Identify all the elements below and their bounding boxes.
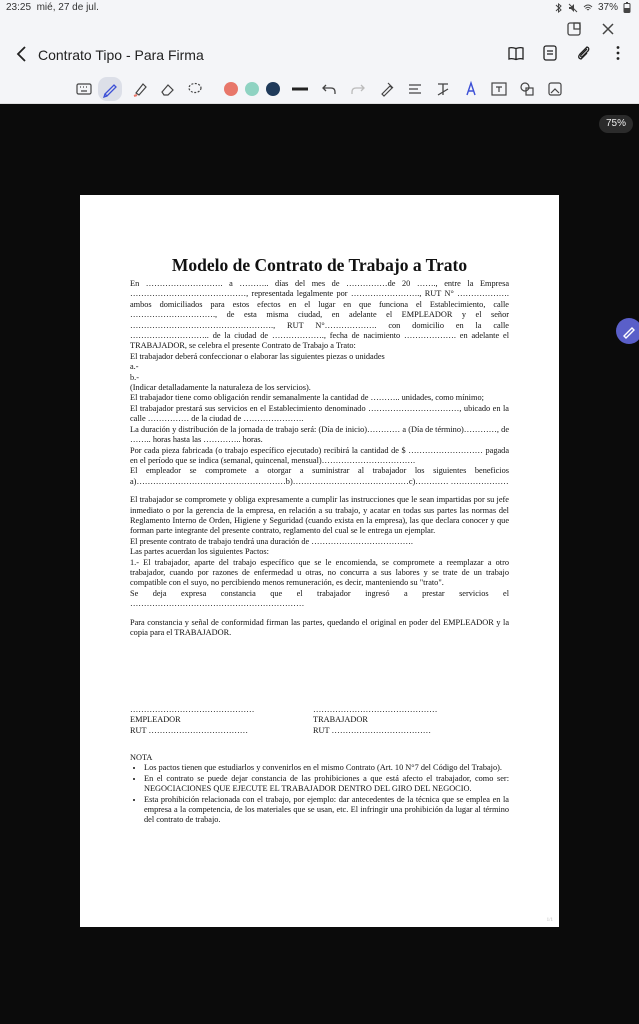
nota-section: [130, 753, 509, 826]
close-window-icon[interactable]: [599, 20, 617, 38]
status-date: mié, 27 de jul.: [36, 2, 99, 13]
stroke-width-icon[interactable]: [291, 80, 309, 98]
page-number: 1/1: [546, 918, 553, 923]
pen-icon: [616, 318, 639, 344]
list-item: • En el contrato se puede dejar constancia de las prohibiciones a que está afecto el trabajador, como ser: NEGOCIACIONES QUE EJECUTE EL TRABAJADOR DENTRO DEL GIRO DEL NEGOCIO.: [144, 774, 509, 795]
paragraph: b.-: [130, 372, 139, 382]
back-arrow-icon[interactable]: [12, 44, 32, 64]
paragraph: Por cada pieza fabricada (o trabajo específico ejecutado) recibirá la cantidad de $ ……………………… pagada en el período que se indica (semanal, quincenal, mensual)…………………………….: [130, 445, 509, 465]
paragraph: (Indicar detalladamente la naturaleza de los servicios).: [130, 383, 311, 393]
status-time-date: [6, 2, 99, 13]
paragraph: En ………………………. a ……….. días del mes de ……………de 20 ……., entre la Empresa ……………………………………, representada legalmente por ……………………., RUT N° ………………. ambos domiciliados para estos efectos en el lugar en que funciona el Establecimiento, calle …………………………., de esta misma ciudad, en adelante el EMPLEADOR y el señor ……………………………………………., RUT N°………………. con domicilio en la calle ……………………….. de la ciudad de ………………., fecha de nacimiento ………………. en adelante el TRABAJADOR, se celebra el presente Contrato de Trabajo a Trato:: [130, 279, 509, 351]
paragraph: El trabajador tiene como obligación rendir semanalmente la cantidad de ……….. unidades, como mínimo;: [130, 393, 484, 403]
document-page[interactable]: [80, 195, 559, 927]
signature-line: ………………………………………: [313, 705, 438, 714]
color-navy-swatch[interactable]: [266, 82, 280, 96]
worker-rut: RUT ………………………………: [313, 725, 432, 735]
handwriting-icon[interactable]: [462, 80, 480, 98]
document-title: Modelo de Contrato de Trabajo a Trato: [171, 255, 468, 275]
mute-icon: [568, 3, 578, 13]
shapes-icon[interactable]: [518, 80, 536, 98]
document-body: [130, 279, 509, 638]
wifi-icon: [583, 3, 593, 13]
worker-label: TRABAJADOR: [313, 715, 368, 725]
closing-paragraph: Para constancia y señal de conformidad firman las partes, quedando el original en poder del EMPLEADOR y la copia para el TRABAJADOR.: [130, 617, 509, 637]
shape-pen-icon[interactable]: [378, 80, 396, 98]
attach-icon[interactable]: [575, 44, 593, 62]
paragraph: El presente contrato de trabajo tendrá una duración de ……………………………….: [130, 536, 413, 546]
undo-icon[interactable]: [320, 80, 338, 98]
book-view-icon[interactable]: [507, 44, 525, 62]
floating-pen-button[interactable]: [616, 318, 639, 344]
highlighter-icon[interactable]: [131, 80, 149, 98]
nota-title: NOTA: [130, 753, 153, 762]
paragraph: Las partes acuerdan los siguientes Pactos:: [130, 547, 269, 557]
pen-tool-button[interactable]: [98, 77, 122, 101]
list-item: • Los pactos tienen que estudiarlos y convenirlos en el mismo Contrato (Art. 10 N°7 del Código del Trabajo).: [144, 763, 509, 773]
paragraph: El empleador se compromete a otorgar a suministrar al trabajador los siguientes beneficios a)………………………………………………b)……………………………………c)………… …………………: [130, 466, 509, 486]
title-actions: [507, 44, 627, 62]
worker-signature: [313, 705, 437, 736]
text-box-icon[interactable]: [490, 80, 508, 98]
employer-rut: RUT ………………………………: [130, 725, 249, 735]
color-red-swatch[interactable]: [224, 82, 238, 96]
signature-line: ………………………………………: [130, 705, 255, 714]
battery-level: 37%: [597, 2, 618, 13]
paragraph: El trabajador prestará sus servicios en el Establecimiento denominado ……………………………, ubicado en la calle …………… de la ciudad de ………………….: [130, 403, 509, 424]
color-teal-swatch[interactable]: [245, 82, 259, 96]
paragraph: La duración y distribución de la jornada de trabajo será: (Día de inicio)………… a (Día de término)…………, de …….. horas hasta las ………….. horas.: [130, 424, 509, 445]
status-time: 23:25: [6, 2, 32, 13]
battery-icon: [623, 2, 631, 13]
employer-label: EMPLEADOR: [130, 715, 181, 725]
app-title-bar: [0, 16, 639, 74]
more-options-icon[interactable]: [609, 44, 627, 62]
paragraph: 1.- El trabajador, aparte del trabajo específico que se le encomienda, se compromete a reemplazar a otro trabajador, cuando por razones de enfermedad u otras, no concurra a sus labores y se trate de un trabajo compatible con el suyo, no percibiendo menos remuneración, es decir, manteniendo su "trato".: [130, 557, 509, 588]
lasso-icon[interactable]: [186, 80, 204, 98]
redo-icon[interactable]: [349, 80, 367, 98]
nota-list: [144, 763, 509, 825]
text-view-icon[interactable]: [541, 44, 559, 62]
zoom-level-badge[interactable]: 75%: [599, 115, 633, 133]
paragraph: Se deja expresa constancia que el trabajador ingresó a prestar servicios el ………………………………………………………: [130, 588, 509, 609]
window-controls: [565, 20, 617, 38]
paragraph: El trabajador se compromete y obliga expresamente a cumplir las instrucciones que le sean impartidas por su jefe inmediato o por la gerencia de la empresa, en relación a su trabajo, y acatar en todas sus partes las normas del Reglamento Interno de Orden, Higiene y Seguridad (cuando exista en la empresa), las que declara conocer y que forman parte integrante del presente contrato, reglamento del cual se le entrega un ejemplar.: [130, 495, 509, 536]
status-bar: [0, 0, 639, 16]
eraser-icon[interactable]: [158, 80, 176, 98]
paragraph: a.-: [130, 362, 139, 372]
pen-icon: [101, 80, 119, 98]
bluetooth-icon: [554, 3, 563, 13]
note-title[interactable]: Contrato Tipo - Para Firma: [38, 47, 204, 63]
employer-signature: [130, 705, 254, 736]
insert-image-icon[interactable]: [546, 80, 564, 98]
drawing-toolbar: [0, 74, 639, 104]
text-tool-icon[interactable]: [434, 80, 452, 98]
status-icons: [554, 2, 631, 13]
list-item: • Esta prohibición relacionada con el trabajo, por ejemplo: dar antecedentes de la técnica que se emplea en la empresa a la competencia, de los materiales que se usan, etc. El infringir una prohibición da lugar al término del contrato de trabajo.: [144, 795, 509, 826]
keyboard-icon[interactable]: [75, 80, 93, 98]
text-align-icon[interactable]: [406, 80, 424, 98]
popup-view-icon[interactable]: [565, 20, 583, 38]
paragraph: El trabajador deberá confeccionar o elaborar las siguientes piezas o unidades: [130, 351, 385, 361]
